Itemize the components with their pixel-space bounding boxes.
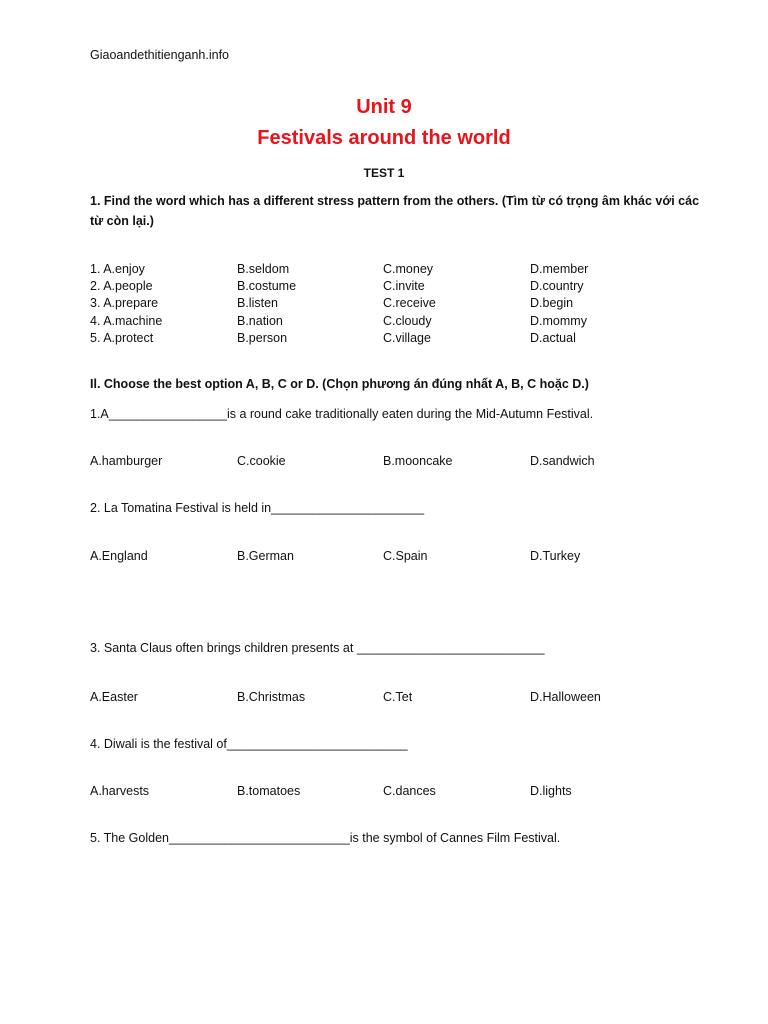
option-row <box>90 454 710 471</box>
option: C.money <box>383 262 434 276</box>
question-stem: 2. La Tomatina Festival is held in______________________ <box>90 501 425 515</box>
option: C.dances <box>383 784 436 798</box>
section1-instruction-line2: từ còn lại.) <box>90 214 154 228</box>
option: D.actual <box>530 331 576 345</box>
option: 4. A.machine <box>90 314 163 328</box>
stress-row <box>90 314 710 331</box>
test-label: TEST 1 <box>363 166 405 180</box>
option: B.tomatoes <box>237 784 301 798</box>
option: D.mommy <box>530 314 587 328</box>
option: 5. A.protect <box>90 331 154 345</box>
section2-instruction: Il. Choose the best option A, B, C or D. (Chọn phương án đúng nhất A, B, C hoặc D.) <box>90 377 589 391</box>
stress-row <box>90 279 710 296</box>
option: D.country <box>530 279 584 293</box>
option: B.nation <box>237 314 283 328</box>
section1-instruction-line1: 1. Find the word which has a different stress pattern from the others. (Tìm từ có trọng âm khác với các <box>90 194 700 208</box>
option: C.Spain <box>383 549 428 563</box>
option: B.German <box>237 549 294 563</box>
option: B.listen <box>237 296 278 310</box>
option-row <box>90 690 710 707</box>
option: C.cookie <box>237 454 286 468</box>
option: C.invite <box>383 279 425 293</box>
question-stem: 1.A_________________is a round cake traditionally eaten during the Mid-Autumn Festival. <box>90 407 594 421</box>
option: C.cloudy <box>383 314 432 328</box>
option: C.receive <box>383 296 436 310</box>
question-stem: 5. The Golden__________________________is the symbol of Cannes Film Festival. <box>90 831 561 845</box>
option: B.Christmas <box>237 690 306 704</box>
site-header: Giaoandethitienganh.info <box>90 48 230 62</box>
option: D.member <box>530 262 589 276</box>
stress-row <box>90 331 710 348</box>
question-stem: 3. Santa Claus often brings children presents at ___________________________ <box>90 641 545 655</box>
option: C.village <box>383 331 431 345</box>
option: B.person <box>237 331 288 345</box>
option: 3. A.prepare <box>90 296 159 310</box>
option: C.Tet <box>383 690 413 704</box>
option: D.begin <box>530 296 574 310</box>
option: D.lights <box>530 784 572 798</box>
option: A.harvests <box>90 784 150 798</box>
option: 1. A.enjoy <box>90 262 145 276</box>
option: 2. A.people <box>90 279 153 293</box>
option: A.hamburger <box>90 454 163 468</box>
question-stem: 4. Diwali is the festival of__________________________ <box>90 737 408 751</box>
option-row <box>90 549 710 566</box>
option: B.mooncake <box>383 454 453 468</box>
stress-row <box>90 262 710 279</box>
option: B.seldom <box>237 262 290 276</box>
unit-title: Unit 9 <box>356 96 412 118</box>
option: D.Turkey <box>530 549 581 563</box>
option: A.England <box>90 549 148 563</box>
topic-title: Festivals around the world <box>257 127 511 149</box>
option-row <box>90 784 710 801</box>
option: D.Halloween <box>530 690 601 704</box>
option: D.sandwich <box>530 454 595 468</box>
option: A.Easter <box>90 690 138 704</box>
stress-row <box>90 296 710 313</box>
option: B.costume <box>237 279 297 293</box>
